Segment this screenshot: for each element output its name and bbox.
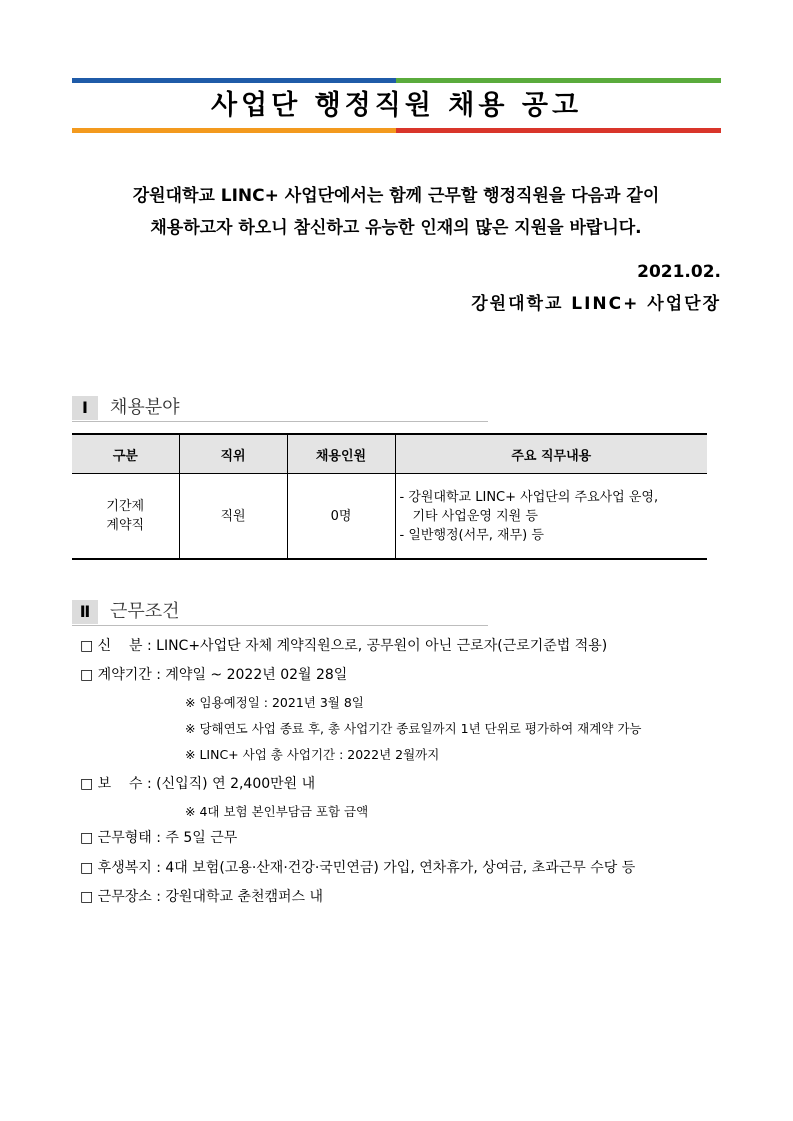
condition-contract-period: □ 계약기간 : 계약일 ~ 2022년 02월 28일 [80,667,348,683]
header-duties: 주요 직무내용 [395,434,707,474]
section-label: 근무조건 [110,601,180,622]
cell-category: 기간제 계약직 [72,474,179,560]
cell-duties [395,474,707,560]
notice-date: 2021.02. [637,262,721,282]
bottom-bar-orange [72,128,396,133]
duty-item: - 강원대학교 LINC+ 사업단의 주요사업 운영, [399,489,659,505]
table-header-row [72,434,707,474]
header-category: 구분 [72,434,179,474]
table-row [72,474,707,560]
condition-location: □ 근무장소 : 강원대학교 춘천캠퍼스 내 [80,889,324,905]
note-program-period: ※ LINC+ 사업 총 사업기간 : 2022년 2월까지 [185,747,440,762]
condition-work-type: □ 근무형태 : 주 5일 근무 [80,830,238,846]
condition-salary: □ 보 수 : (신입직) 연 2,400만원 내 [80,776,316,792]
note-salary: ※ 4대 보험 본인부담금 포함 금액 [185,804,369,819]
condition-status: □ 신 분 : LINC+사업단 자체 계약직원으로, 공무원이 아닌 근로자(근로기준법 적용) [80,638,608,654]
section-number: Ⅱ [72,600,98,624]
cell-count: 0명 [287,474,395,560]
section-number: Ⅰ [72,396,98,420]
note-renewal: ※ 당해연도 사업 종료 후, 총 사업기간 종료일까지 1년 단위로 평가하여 재계약 가능 [185,721,642,736]
top-bar-green [396,78,721,83]
duty-item-cont: 기타 사업운영 지원 등 [412,508,538,524]
condition-welfare: □ 후생복지 : 4대 보험(고용·산재·건강·국민연금) 가입, 연차휴가, 상여금, 초과근무 수당 등 [80,860,636,876]
section-heading-conditions [72,599,488,626]
header-count: 채용인원 [287,434,395,474]
intro-line-1: 강원대학교 LINC+ 사업단에서는 함께 근무할 행정직원을 다음과 같이 [132,186,660,206]
section-label: 채용분야 [110,397,180,418]
top-bar-blue [72,78,396,83]
section-heading-recruitment [72,395,488,422]
note-start-date: ※ 임용예정일 : 2021년 3월 8일 [185,695,364,710]
header-position: 직위 [179,434,287,474]
recruitment-table [72,433,707,560]
bottom-bar-red [396,128,721,133]
issuer: 강원대학교 LINC+ 사업단장 [471,294,721,314]
page-title: 사업단 행정직원 채용 공고 [210,90,583,121]
cell-position: 직원 [179,474,287,560]
duty-item: - 일반행정(서무, 재무) 등 [399,527,544,543]
intro-line-2: 채용하고자 하오니 참신하고 유능한 인재의 많은 지원을 바랍니다. [150,218,642,238]
